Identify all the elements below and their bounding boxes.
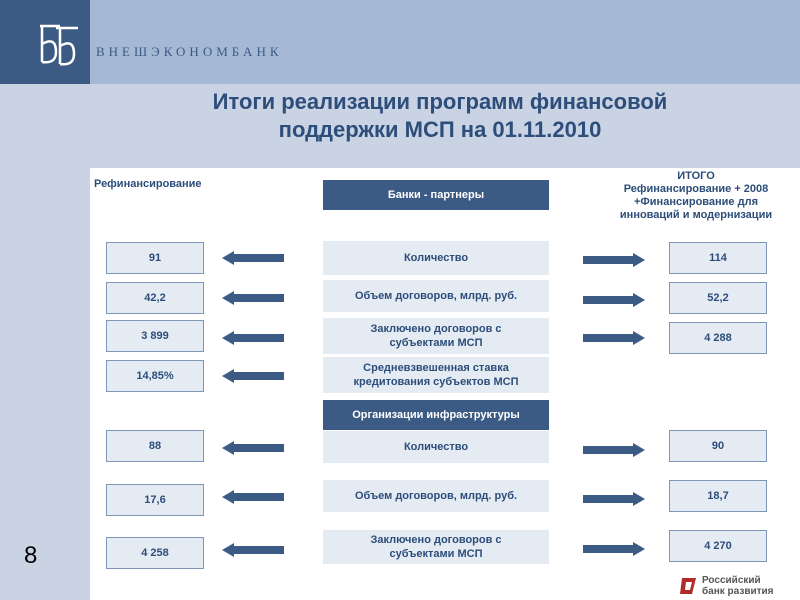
arrow-left-icon bbox=[222, 331, 284, 345]
banks-rate-label bbox=[323, 357, 549, 393]
arrow-right-icon bbox=[583, 331, 645, 345]
arrow-left-icon bbox=[222, 251, 284, 265]
banks-volume-label: Объем договоров, млрд. руб. bbox=[323, 280, 549, 312]
infra-count-left: 88 bbox=[106, 430, 204, 462]
banks-count-label: Количество bbox=[323, 241, 549, 275]
banks-rate-label-line-1: Средневзвешенная ставка bbox=[363, 362, 509, 374]
banks-contracts-label-line-1: Заключено договоров с bbox=[370, 323, 502, 335]
arrow-right-icon bbox=[583, 492, 645, 506]
total-label-line-2: Рефинансирование + 2008 bbox=[623, 183, 769, 195]
arrow-right-icon bbox=[583, 293, 645, 307]
footer-logo-text bbox=[702, 575, 774, 597]
infra-count-right: 90 bbox=[669, 430, 767, 462]
banks-contracts-left: 3 899 bbox=[106, 320, 204, 352]
arrow-right-icon bbox=[583, 253, 645, 267]
infra-contracts-label-line-2: субъектами МСП bbox=[389, 548, 483, 560]
infra-volume-right: 18,7 bbox=[669, 480, 767, 512]
title-line-2: поддержки МСП на 01.11.2010 bbox=[278, 117, 602, 142]
banks-rate-label-line-2: кредитования субъектов МСП bbox=[353, 376, 519, 388]
arrow-right-icon bbox=[583, 542, 645, 556]
banks-contracts-label-line-2: субъектами МСП bbox=[389, 337, 483, 349]
infra-contracts-label-line-1: Заключено договоров с bbox=[370, 534, 502, 546]
arrow-left-icon bbox=[222, 369, 284, 383]
footer-line-1: Российский bbox=[702, 575, 761, 586]
title-line-1: Итоги реализации программ финансовой bbox=[212, 89, 668, 114]
banks-count-left: 91 bbox=[106, 242, 204, 274]
total-label-line-3: +Финансирование для bbox=[633, 196, 758, 208]
arrow-left-icon bbox=[222, 543, 284, 557]
banks-volume-right: 52,2 bbox=[669, 282, 767, 314]
infra-volume-left: 17,6 bbox=[106, 484, 204, 516]
page-number: 8 bbox=[24, 542, 38, 569]
arrow-left-icon bbox=[222, 291, 284, 305]
infra-contracts-label bbox=[323, 530, 549, 564]
veb-logo-icon bbox=[34, 22, 84, 68]
arrow-left-icon bbox=[222, 490, 284, 504]
arrow-left-icon bbox=[222, 441, 284, 455]
refinancing-label: Рефинансирование bbox=[94, 178, 202, 190]
infra-header: Организации инфраструктуры bbox=[323, 400, 549, 430]
header-band bbox=[90, 0, 800, 84]
total-label-line-1: ИТОГО bbox=[677, 170, 715, 182]
banks-header: Банки - партнеры bbox=[323, 180, 549, 210]
infra-volume-label: Объем договоров, млрд. руб. bbox=[323, 480, 549, 512]
page-title bbox=[140, 88, 740, 144]
banks-rate-left: 14,85% bbox=[106, 360, 204, 392]
infra-contracts-right: 4 270 bbox=[669, 530, 767, 562]
total-label-line-4: инноваций и модернизации bbox=[619, 209, 773, 221]
footer-line-2: банк развития bbox=[702, 586, 774, 597]
banks-contracts-label bbox=[323, 318, 549, 354]
left-decor-strip bbox=[0, 0, 90, 600]
arrow-right-icon bbox=[583, 443, 645, 457]
infra-contracts-left: 4 258 bbox=[106, 537, 204, 569]
infra-count-label: Количество bbox=[323, 431, 549, 463]
total-label bbox=[596, 170, 796, 222]
banks-count-right: 114 bbox=[669, 242, 767, 274]
banks-contracts-right: 4 288 bbox=[669, 322, 767, 354]
banks-volume-left: 42,2 bbox=[106, 282, 204, 314]
brand-name: ВНЕШЭКОНОМБАНК bbox=[96, 44, 283, 59]
